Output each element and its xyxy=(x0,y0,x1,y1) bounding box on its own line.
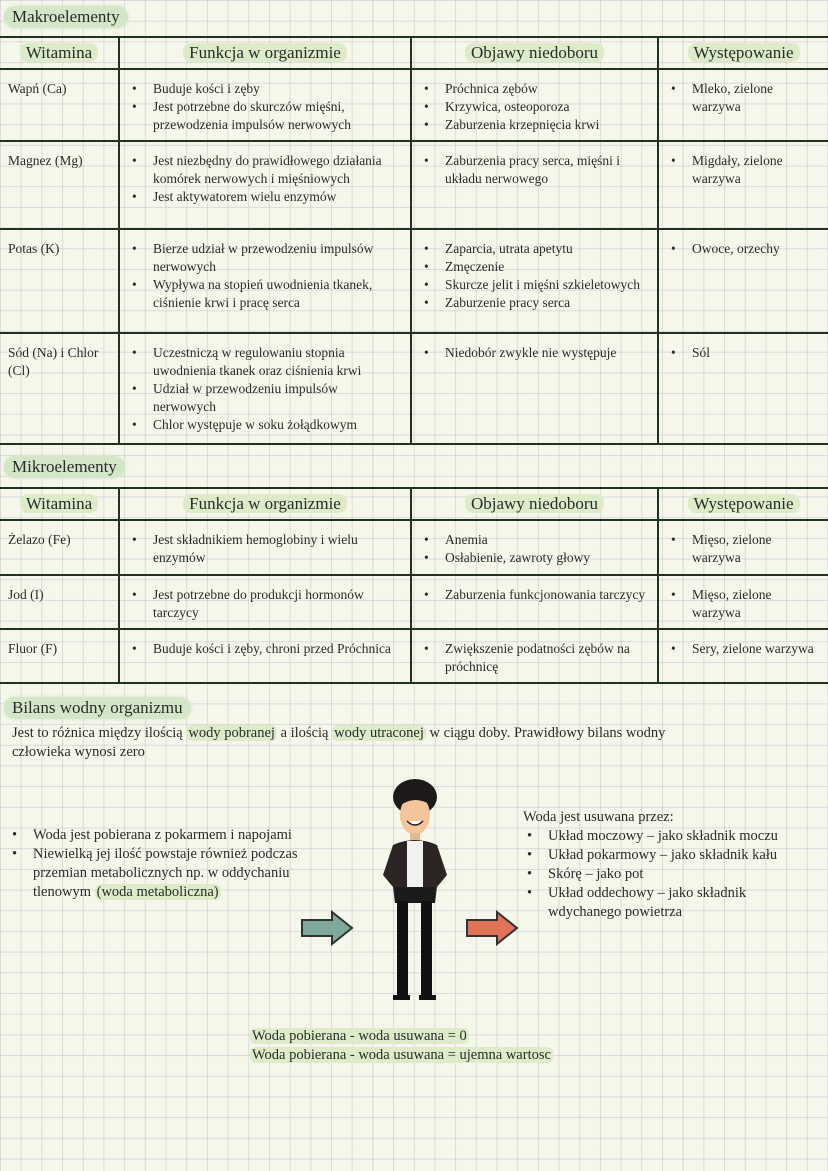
column-header xyxy=(0,37,119,69)
bullet-list xyxy=(128,80,404,134)
column-header xyxy=(411,488,658,520)
table-row xyxy=(0,629,828,683)
list-item: • Sery, zielone warzywa xyxy=(667,640,822,658)
element-name-cell: Jod (I) xyxy=(8,587,44,602)
bilans-title: Bilans wodny organizmu xyxy=(4,697,191,719)
bullet-list xyxy=(128,152,404,206)
bullet-list xyxy=(420,640,651,676)
objawy-cell xyxy=(411,69,658,141)
list-item: • Mięso, zielone warzywa xyxy=(667,531,822,567)
list-item: • Jest składnikiem hemoglobiny i wielu enzymów xyxy=(128,531,404,567)
bullet-list xyxy=(128,586,404,622)
highlight: (woda metaboliczna) xyxy=(96,884,219,900)
element-name-cell: Magnez (Mg) xyxy=(8,153,83,168)
list-item: • Udział w przewodzeniu impulsów nerwowych xyxy=(128,380,404,416)
list-item: • Zaburzenia funkcjonowania tarczycy xyxy=(420,586,651,604)
wystepowanie-cell xyxy=(658,520,828,575)
intro-text: w ciągu doby. Prawidłowy bilans wodny człowieka wynosi zero xyxy=(12,725,666,760)
list-item: • Mięso, zielone warzywa xyxy=(667,586,822,622)
list-item: • Zaparcia, utrata apetytu xyxy=(420,240,651,258)
list-item: • Zmęczenie xyxy=(420,258,651,276)
funkcja-cell xyxy=(119,229,411,333)
table-row xyxy=(0,229,828,333)
objawy-cell xyxy=(411,629,658,683)
column-header xyxy=(658,37,828,69)
bullet-list xyxy=(667,344,822,362)
column-header xyxy=(119,488,411,520)
header-row xyxy=(0,37,828,69)
list-item: • Migdały, zielone warzywa xyxy=(667,152,822,188)
bullet-list xyxy=(667,240,822,258)
water-intake-list xyxy=(8,826,348,902)
table-body xyxy=(0,69,828,444)
wystepowanie-cell xyxy=(658,333,828,444)
bullet-list xyxy=(128,640,404,658)
table-row xyxy=(0,141,828,229)
element-name-cell: Potas (K) xyxy=(8,241,60,256)
list-item: • Mleko, zielone warzywa xyxy=(667,80,822,116)
column-header-label: Występowanie xyxy=(688,494,800,513)
column-header-label: Występowanie xyxy=(688,43,800,62)
water-output-title: Woda jest usuwana przez: xyxy=(523,809,674,825)
wystepowanie-cell xyxy=(658,69,828,141)
list-item: • Zaburzenia pracy serca, mięśni i układu nerwowego xyxy=(420,152,651,188)
water-output-list xyxy=(523,827,823,922)
list-item: • Buduje kości i zęby, chroni przed Próchnica xyxy=(128,640,404,658)
column-header-label: Funkcja w organizmie xyxy=(183,43,347,62)
intro-highlight: wody utraconej xyxy=(334,725,424,741)
table-header xyxy=(0,37,828,69)
intro-text: a ilością xyxy=(276,725,333,741)
funkcja-cell xyxy=(119,141,411,229)
table-row xyxy=(0,575,828,629)
list-item: • Jest aktywatorem wielu enzymów xyxy=(128,188,404,206)
wystepowanie-cell xyxy=(658,141,828,229)
objawy-cell xyxy=(411,141,658,229)
arrow-right-icon xyxy=(465,910,519,946)
table-row xyxy=(0,333,828,444)
column-header xyxy=(0,488,119,520)
list-item: • Sól xyxy=(667,344,822,362)
funkcja-cell xyxy=(119,520,411,575)
table-row xyxy=(0,69,828,141)
bullet-list xyxy=(420,531,651,567)
wystepowanie-cell xyxy=(658,629,828,683)
bullet-list xyxy=(420,240,651,312)
list-item: • Osłabienie, zawroty głowy xyxy=(420,549,651,567)
list-item: • Jest niezbędny do prawidłowego działania komórek nerwowych i mięśniowych xyxy=(128,152,404,188)
header-row xyxy=(0,488,828,520)
list-item: • Chlor występuje w soku żołądkowym xyxy=(128,416,404,434)
bullet-list xyxy=(128,531,404,567)
makro-title: Makroelementy xyxy=(4,6,128,28)
objawy-cell xyxy=(411,575,658,629)
list-item-text: Niewielką jej ilość powstaje również podczas przemian metabolicznych np. w oddychaniu tlenowym xyxy=(33,846,298,900)
bullet-list xyxy=(420,344,651,362)
bullet-list xyxy=(667,80,822,116)
list-item: • Zaburzenia krzepnięcia krwi xyxy=(420,116,651,134)
column-header xyxy=(658,488,828,520)
table-header xyxy=(0,488,828,520)
equation-zero: Woda pobierana - woda usuwana = 0 xyxy=(252,1028,467,1044)
mikro-title: Mikroelementy xyxy=(4,456,125,478)
list-item: • Układ oddechowy – jako składnik wdychanego powietrza xyxy=(523,884,823,922)
water-output xyxy=(523,808,823,922)
list-item: • Układ moczowy – jako składnik moczu xyxy=(523,827,823,846)
element-name-cell: Wapń (Ca) xyxy=(8,81,67,96)
bullet-list xyxy=(420,80,651,134)
column-header-label: Funkcja w organizmie xyxy=(183,494,347,513)
funkcja-cell xyxy=(119,69,411,141)
funkcja-cell xyxy=(119,333,411,444)
column-header-label: Witamina xyxy=(20,43,98,62)
list-item: • Wypływa na stopień uwodnienia tkanek, ciśnienie krwi i pracę serca xyxy=(128,276,404,312)
column-header xyxy=(119,37,411,69)
bullet-list xyxy=(128,344,404,434)
funkcja-cell xyxy=(119,629,411,683)
list-item: • Układ pokarmowy – jako składnik kału xyxy=(523,846,823,865)
list-item: • Zwiększenie podatności zębów na próchnicę xyxy=(420,640,651,676)
intro-highlight: wody pobranej xyxy=(188,725,275,741)
objawy-cell xyxy=(411,333,658,444)
element-name-cell: Fluor (F) xyxy=(8,641,58,656)
funkcja-cell xyxy=(119,575,411,629)
mikro-table xyxy=(0,487,828,684)
element-name-cell: Sód (Na) i Chlor (Cl) xyxy=(8,345,99,378)
list-item: • Bierze udział w przewodzeniu impulsów nerwowych xyxy=(128,240,404,276)
list-item: • Uczestniczą w regulowaniu stopnia uwodnienia tkanek oraz ciśnienia krwi xyxy=(128,344,404,380)
bullet-list xyxy=(667,640,822,658)
bullet-list xyxy=(667,586,822,622)
list-item: • Woda jest pobierana z pokarmem i napojami xyxy=(8,826,348,845)
bullet-list xyxy=(667,152,822,188)
column-header-label: Witamina xyxy=(20,494,98,513)
bullet-list xyxy=(420,152,651,188)
bullet-list xyxy=(420,586,651,604)
bilans-intro xyxy=(12,724,712,762)
equation-negative: Woda pobierana - woda usuwana = ujemna wartosc xyxy=(252,1047,551,1063)
list-item: • Buduje kości i zęby xyxy=(128,80,404,98)
column-header-label: Objawy niedoboru xyxy=(465,43,604,62)
arrow-right-icon xyxy=(300,910,354,946)
bullet-list xyxy=(667,531,822,567)
list-item: • Zaburzenie pracy serca xyxy=(420,294,651,312)
list-item: • Próchnica zębów xyxy=(420,80,651,98)
list-item: • Skurcze jelit i mięśni szkieletowych xyxy=(420,276,651,294)
bullet-list xyxy=(128,240,404,312)
list-item: • Krzywica, osteoporoza xyxy=(420,98,651,116)
table-row xyxy=(0,520,828,575)
list-item: • Owoce, orzechy xyxy=(667,240,822,258)
list-item: • Jest potrzebne do produkcji hormonów tarczycy xyxy=(128,586,404,622)
equations xyxy=(250,1027,553,1065)
element-name-cell: Żelazo (Fe) xyxy=(8,532,71,547)
makro-table xyxy=(0,36,828,445)
list-item: • Jest potrzebne do skurczów mięśni, przewodzenia impulsów nerwowych xyxy=(128,98,404,134)
column-header xyxy=(411,37,658,69)
column-header-label: Objawy niedoboru xyxy=(465,494,604,513)
person-illustration xyxy=(375,775,455,1005)
objawy-cell xyxy=(411,229,658,333)
objawy-cell xyxy=(411,520,658,575)
list-item: • Niedobór zwykle nie występuje xyxy=(420,344,651,362)
list-item xyxy=(8,845,348,902)
wystepowanie-cell xyxy=(658,229,828,333)
list-item: • Anemia xyxy=(420,531,651,549)
list-item: • Skórę – jako pot xyxy=(523,865,823,884)
intro-text: Jest to różnica między ilością xyxy=(12,725,187,741)
wystepowanie-cell xyxy=(658,575,828,629)
table-body xyxy=(0,520,828,683)
